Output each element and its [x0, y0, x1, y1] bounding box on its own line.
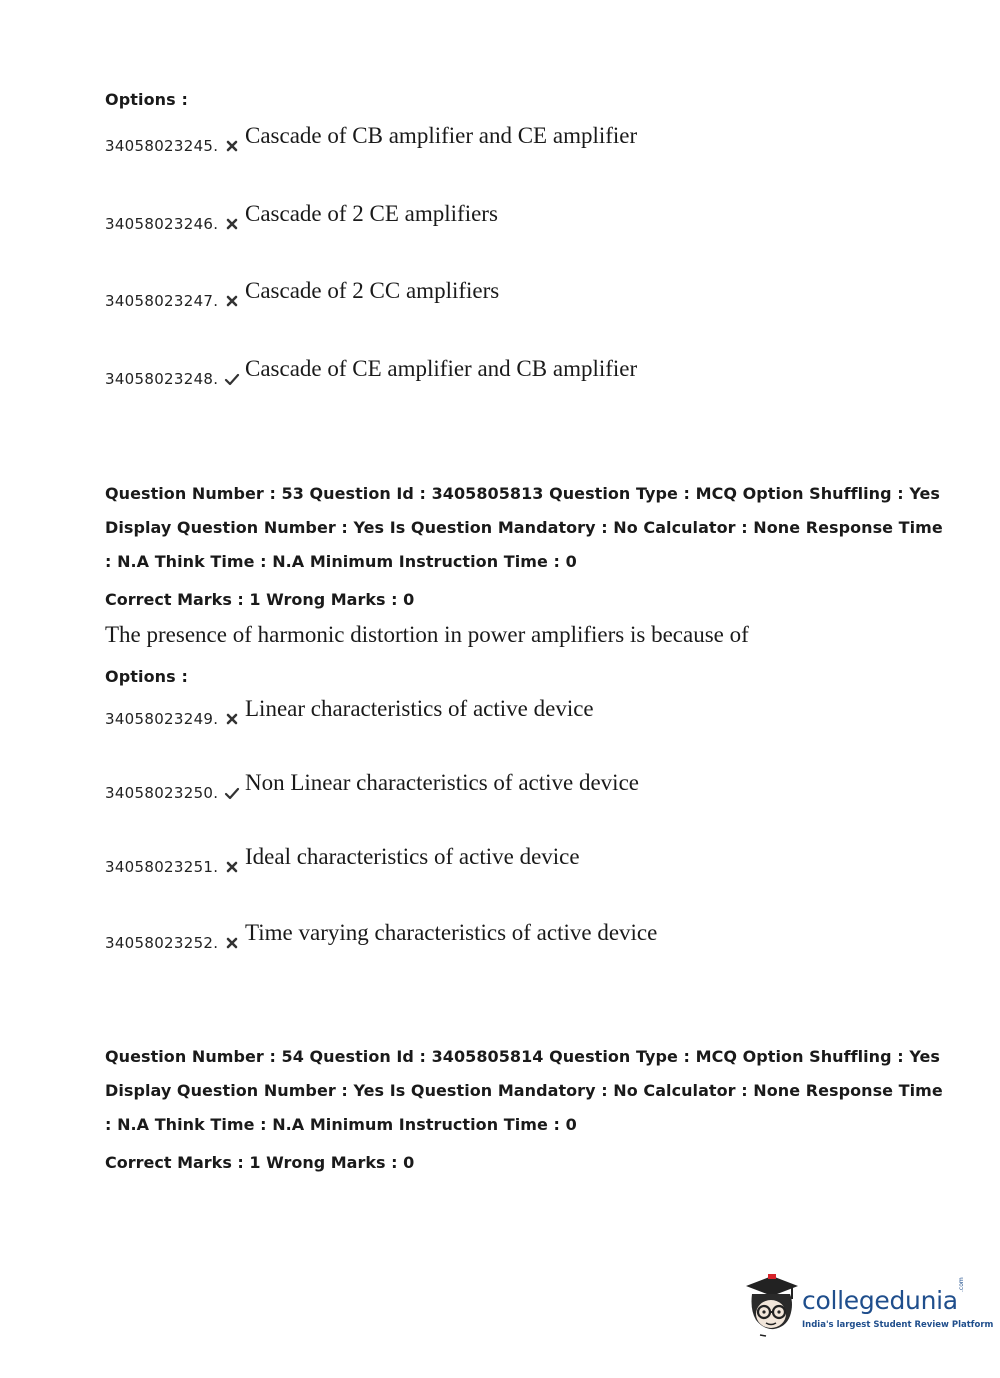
option-row [105, 762, 905, 802]
options-heading: Options : [105, 90, 188, 109]
option-row [105, 193, 905, 233]
option-row [105, 270, 905, 310]
question-meta-line: Display Question Number : Yes Is Question Mandatory : No Calculator : None Response Time [105, 518, 943, 537]
question-text: The presence of harmonic distortion in power amplifiers is because of [105, 622, 749, 647]
question-meta [105, 1040, 943, 1142]
cross-icon [224, 935, 240, 951]
option-id: 34058023249. [105, 710, 219, 728]
option-text: Time varying characteristics of active device [245, 920, 658, 945]
mascot-icon [742, 1272, 802, 1340]
option-row [105, 912, 905, 952]
cross-icon [224, 859, 240, 875]
logo-suffix: .com [958, 1277, 965, 1292]
collegedunia-logo [742, 1272, 994, 1342]
option-row [105, 348, 905, 388]
question-meta-line: Question Number : 54 Question Id : 3405805814 Question Type : MCQ Option Shuffling : Yes [105, 1047, 940, 1066]
option-text: Cascade of CB amplifier and CE amplifier [245, 123, 638, 148]
cross-icon [224, 293, 240, 309]
check-icon [224, 371, 240, 387]
question-marks: Correct Marks : 1 Wrong Marks : 0 [105, 1153, 415, 1172]
logo-tagline: India's largest Student Review Platform [802, 1320, 994, 1330]
option-text: Linear characteristics of active device [245, 696, 594, 721]
question-meta-line: : N.A Think Time : N.A Minimum Instruction Time : 0 [105, 552, 577, 571]
options-heading: Options : [105, 667, 188, 686]
option-text: Cascade of 2 CC amplifiers [245, 278, 500, 303]
option-id: 34058023248. [105, 370, 219, 388]
option-row [105, 688, 905, 728]
option-id: 34058023246. [105, 215, 219, 233]
question-meta [105, 477, 943, 579]
question-marks: Correct Marks : 1 Wrong Marks : 0 [105, 590, 415, 609]
cross-icon [224, 138, 240, 154]
option-id: 34058023247. [105, 292, 219, 310]
option-text: Cascade of CE amplifier and CB amplifier [245, 356, 638, 381]
cross-icon [224, 711, 240, 727]
question-meta-line: Question Number : 53 Question Id : 3405805813 Question Type : MCQ Option Shuffling : Yes [105, 484, 940, 503]
question-meta-line: Display Question Number : Yes Is Question Mandatory : No Calculator : None Response Time [105, 1081, 943, 1100]
option-text: Non Linear characteristics of active device [245, 770, 639, 795]
question-meta-line: : N.A Think Time : N.A Minimum Instruction Time : 0 [105, 1115, 577, 1134]
cross-icon [224, 216, 240, 232]
check-icon [224, 785, 240, 801]
option-id: 34058023245. [105, 137, 219, 155]
option-id: 34058023251. [105, 858, 219, 876]
option-id: 34058023252. [105, 934, 219, 952]
option-text: Ideal characteristics of active device [245, 844, 580, 869]
option-row [105, 115, 905, 155]
logo-wordmark: collegedunia [802, 1286, 958, 1315]
option-id: 34058023250. [105, 784, 219, 802]
option-text: Cascade of 2 CE amplifiers [245, 201, 498, 226]
option-row [105, 836, 905, 876]
